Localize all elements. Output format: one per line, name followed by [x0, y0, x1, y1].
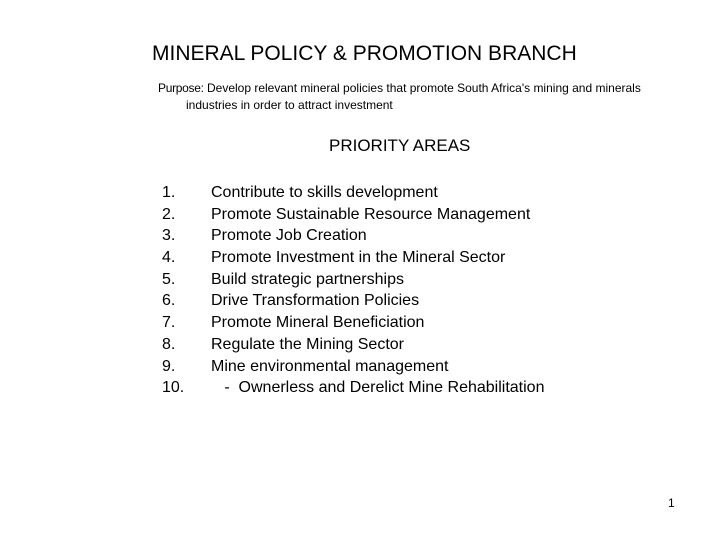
purpose-text-line2: industries in order to attract investment [186, 98, 393, 112]
priority-item [162, 269, 544, 291]
priority-text: - Ownerless and Derelict Mine Rehabilitation [211, 379, 545, 397]
priority-text: Drive Transformation Policies [211, 292, 420, 310]
priority-number: 10. [162, 379, 185, 397]
priority-number: 8. [162, 335, 176, 353]
priority-text: Build strategic partnerships [211, 270, 404, 288]
priority-item [162, 247, 544, 269]
priority-number: 6. [162, 292, 176, 310]
priority-item [162, 204, 544, 226]
page-number: 1 [668, 496, 675, 510]
priority-number: 5. [162, 270, 176, 288]
purpose-text-line1: Develop relevant mineral policies that promote South Africa's mining and minerals [206, 81, 641, 95]
purpose-label: Purpose: [158, 81, 204, 95]
priority-item [162, 290, 544, 312]
priority-number: 2. [162, 205, 176, 223]
priority-text: Promote Job Creation [211, 227, 367, 245]
priority-number: 4. [162, 249, 176, 267]
priority-text: Mine environmental management [211, 357, 449, 375]
priority-item [162, 377, 544, 399]
priority-areas-heading: PRIORITY AREAS [329, 136, 471, 155]
priority-item [162, 334, 544, 356]
priority-text: Promote Investment in the Mineral Sector [211, 249, 506, 267]
priority-item [162, 182, 544, 204]
priority-item [162, 225, 544, 247]
purpose-statement [158, 80, 678, 114]
priority-text: Promote Mineral Beneficiation [211, 314, 425, 332]
priority-item [162, 356, 544, 378]
priority-number: 1. [162, 184, 176, 201]
priority-text: Contribute to skills development [211, 184, 438, 201]
priority-text: Regulate the Mining Sector [211, 335, 404, 353]
priority-list [162, 182, 544, 399]
priority-number: 3. [162, 227, 176, 245]
priority-number: 7. [162, 314, 176, 332]
slide-title: MINERAL POLICY & PROMOTION BRANCH [152, 42, 577, 65]
priority-item [162, 312, 544, 334]
priority-text: Promote Sustainable Resource Management [211, 205, 531, 223]
priority-number: 9. [162, 357, 176, 375]
